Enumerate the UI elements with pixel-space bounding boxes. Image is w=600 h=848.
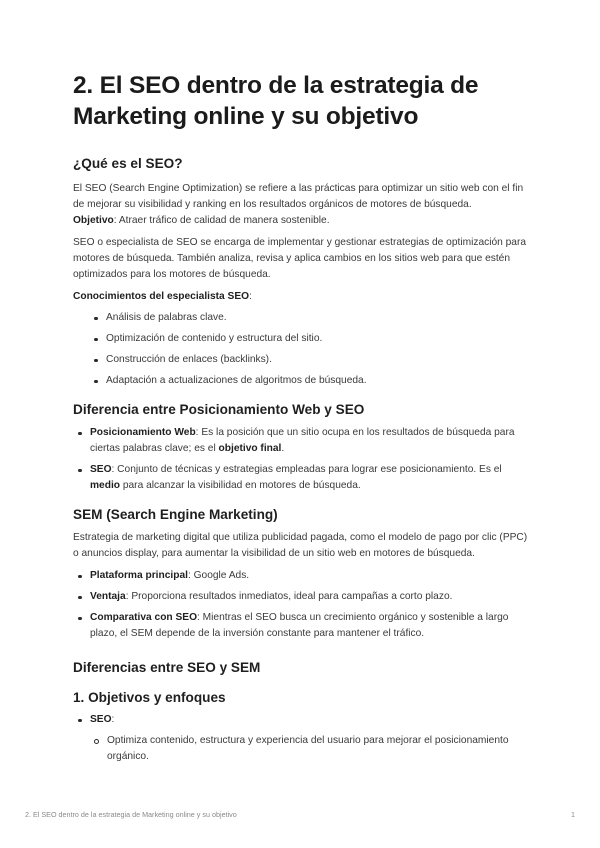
seo-label: SEO bbox=[90, 464, 112, 475]
comparativa-label: Comparativa con SEO bbox=[90, 612, 197, 623]
posicionamiento-label: Posicionamiento Web bbox=[90, 427, 196, 438]
heading-diferencias-seo-sem: Diferencias entre SEO y SEM bbox=[73, 660, 261, 675]
sem-list bbox=[73, 568, 533, 642]
plataforma-text: : Google Ads. bbox=[187, 570, 250, 581]
page-title: 2. El SEO dentro de la estrategia de Marketing online y su objetivo bbox=[73, 72, 479, 130]
conocimientos-colon: : bbox=[249, 291, 252, 302]
paragraph-seo-definition: El SEO (Search Engine Optimization) se refiere a las prácticas para optimizar un sitio web con el fin de mejorar su visibilidad y ranking en los resultados orgánicos de motores de búsqueda. bbox=[73, 183, 524, 210]
objetivo-final-bold: objetivo final bbox=[218, 443, 282, 454]
list-item bbox=[73, 462, 533, 494]
ventaja-label: Ventaja bbox=[90, 591, 126, 602]
list-item bbox=[73, 425, 533, 457]
medio-bold: medio bbox=[90, 480, 121, 491]
list-item bbox=[73, 589, 533, 605]
diferencia-list bbox=[73, 425, 533, 494]
paragraph-objetivo bbox=[73, 213, 533, 229]
paragraph-especialista: SEO o especialista de SEO se encarga de implementar y gestionar estrategias de optimización para motores de búsqueda. También analiza, revisa y aplica cambios en los sitios web para que estén optimizados para los motores de búsqueda. bbox=[73, 237, 527, 280]
paragraph-conocimientos bbox=[73, 289, 533, 305]
posicionamiento-text: : Es la posición que un sitio ocupa en los resultados de búsqueda para ciertas palabras clave; es el bbox=[90, 427, 515, 454]
list-item bbox=[73, 568, 533, 584]
list-item: Optimización de contenido y estructura del sitio. bbox=[73, 331, 533, 347]
list-item bbox=[73, 610, 533, 642]
seo-colon: : bbox=[111, 714, 115, 725]
document-page bbox=[73, 70, 533, 765]
objetivos-list bbox=[73, 712, 533, 728]
plataforma-label: Plataforma principal bbox=[90, 570, 188, 581]
list-item: Adaptación a actualizaciones de algoritmos de búsqueda. bbox=[73, 373, 533, 389]
ventaja-text: : Proporciona resultados inmediatos, ideal para campañas a corto plazo. bbox=[125, 591, 453, 602]
objetivo-text: : Atraer tráfico de calidad de manera sostenible. bbox=[113, 215, 330, 226]
heading-sem: SEM (Search Engine Marketing) bbox=[73, 507, 278, 522]
footer-title: 2. El SEO dentro de la estrategia de Marketing online y su objetivo bbox=[25, 810, 237, 819]
list-item: Análisis de palabras clave. bbox=[73, 310, 533, 326]
seo-end: para alcanzar la visibilidad en motores de búsqueda. bbox=[120, 480, 361, 491]
heading-diferencia-posicionamiento: Diferencia entre Posicionamiento Web y SEO bbox=[73, 402, 365, 417]
objetivo-label: Objetivo bbox=[73, 215, 114, 226]
seo-label-2: SEO bbox=[90, 714, 112, 725]
page-footer bbox=[25, 810, 575, 822]
list-item: Optimiza contenido, estructura y experiencia del usuario para mejorar el posicionamiento orgánico. bbox=[73, 733, 533, 765]
heading-que-es-seo: ¿Qué es el SEO? bbox=[73, 156, 183, 171]
heading-objetivos-enfoques: 1. Objetivos y enfoques bbox=[73, 690, 226, 705]
objetivos-sublist bbox=[73, 733, 533, 765]
page-number: 1 bbox=[571, 810, 575, 819]
conocimientos-label: Conocimientos del especialista SEO bbox=[73, 291, 250, 302]
seo-text: : Conjunto de técnicas y estrategias empleadas para lograr ese posicionamiento. Es el bbox=[111, 464, 502, 475]
comparativa-text: : Mientras el SEO busca un crecimiento orgánico y sostenible a largo plazo, el SEM depende de la inversión constante para mantener el tráfico. bbox=[90, 612, 509, 639]
list-item: Construcción de enlaces (backlinks). bbox=[73, 352, 533, 368]
conocimientos-list bbox=[73, 310, 533, 389]
paragraph-sem-definition: Estrategia de marketing digital que utiliza publicidad pagada, como el modelo de pago por clic (PPC) o anuncios display, para aumentar la visibilidad de un sitio web en motores de búsqueda. bbox=[73, 532, 528, 559]
posicionamiento-end: . bbox=[281, 443, 285, 454]
list-item bbox=[73, 712, 533, 728]
